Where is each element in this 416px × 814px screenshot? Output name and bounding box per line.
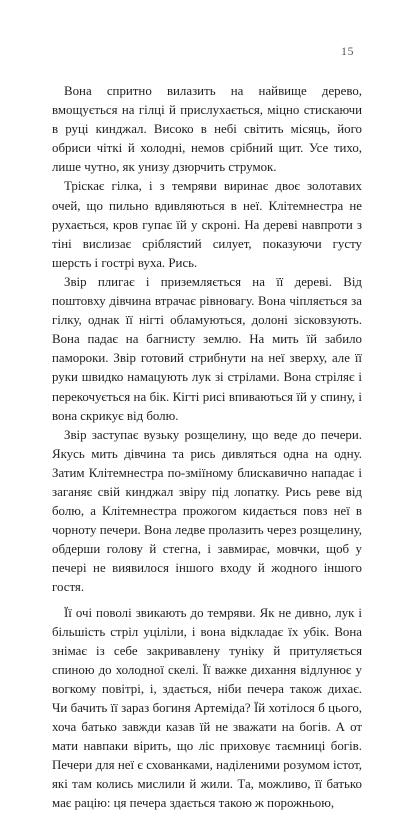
paragraph: Звір плигає і приземляється на її дереві. Від поштовху дівчина втрачає рівновагу. Вона чіпляється за гілку, однак її нігті обламуються, долоні зісковзують. Вона падає на багнисту землю. На мить їй забило памороки. Звір готовий стрибнути на неї зверху, але її руки швидко намацують лук зі стрілами. Вона стріляє і перекочується на бік. Кігті рисі впиваються їй у спину, і вона скрикує від болю. (52, 274, 362, 423)
paragraph: Вона спритно вилазить на найвище дерево, вмощується на гілці й прислухається, міцно стискаючи в руці кинджал. Високо в небі світить місяць, його обриси чіткі й холодні, немов срібний щит. Усе тихо, лише чутно, як унизу дзюрчить струмок. (52, 84, 362, 175)
body-text (52, 82, 362, 814)
page-number: 15 (341, 44, 354, 58)
paragraph: Її очі поволі звикають до темряви. Як не дивно, лук і більшість стріл уціліли, і вона відкладає їх убік. Вона знімає із себе закривавлену туніку й притуляється спиною до холодної скелі. Її важке дихання відлунює у вогкому повітрі, і, здається, ніби печера також дихає. Чи бачить її зараз богиня Артеміда? Їй хотілося б цього, хоча батько завжди казав їй не зважати на богів. А от мати навпаки вірить, що ліс приховує таємниці богів. Печери для неї є схованками, наділеними розумом істот, які там колись мислили й жили. Та, можливо, її батько має рацію: ця печера здається такою ж порожньою, (52, 605, 362, 811)
paragraph: Тріскає гілка, і з темряви виринає двоє золотавих очей, що пильно вдивляються в неї. Клітемнестра не рухається, кров гупає їй у скроні. На дереві навпроти з тіні вислизає сріблястий силует, показуючи густу шерсть і гострі вуха. Рись. (52, 179, 362, 270)
paragraph: Звір заступає вузьку розщелину, що веде до печери. Якусь мить дівчина та рись дивляться одна на одну. Затим Клітемнестра по-зміїному блискавично нападає і заганяє свій кинджал звіру під лопатку. Рись реве від болю, а Клітемнестра прожогом кидається повз неї в чорноту печери. Вона ледве пролазить через розщелину, обдерши голову й стегна, і завмирає, мовчки, щоб у печері не виявилося іншого входу й жодного іншого гостя. (52, 427, 362, 595)
